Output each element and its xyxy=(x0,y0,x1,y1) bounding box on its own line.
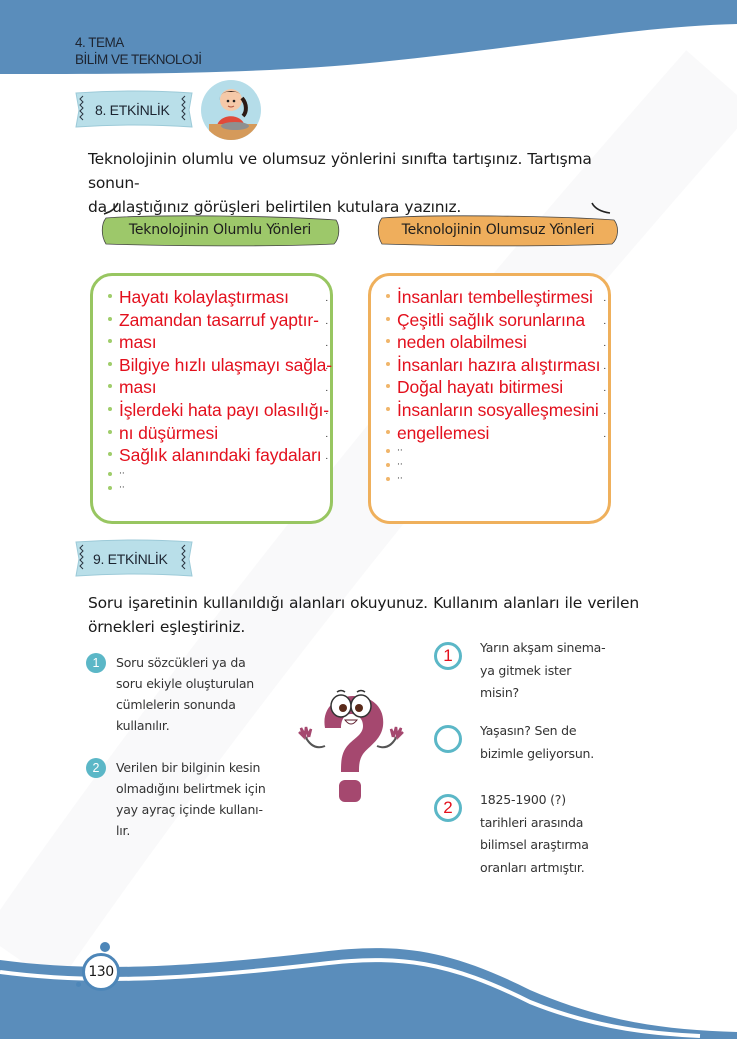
answer-line: İnsanları hazıra alıştırması . xyxy=(385,354,596,377)
usage-line: cümlelerin sonunda xyxy=(116,697,236,712)
example-line: oranları artmıştır. xyxy=(480,859,585,875)
example-line: tarihleri arasında xyxy=(480,814,584,830)
avatar xyxy=(201,80,261,140)
answer-line: İnsanların sosyalleşmesini . xyxy=(385,399,596,422)
decorative-dot-icon xyxy=(76,982,81,987)
answer-line: neden olabilmesi . xyxy=(385,331,596,354)
question-mark-mascot-icon xyxy=(295,680,407,815)
answer-line: Hayatı kolaylaştırması . xyxy=(107,286,318,309)
empty-answer-line[interactable]: ·· xyxy=(385,458,596,472)
instruction-line: Soru işaretinin kullanıldığı alanları okuyunuz. Kullanım alanları ile verilen xyxy=(88,594,639,612)
activity-9-label: 9. ETKİNLİK xyxy=(93,551,168,567)
example-item-2 xyxy=(434,725,624,765)
answer-line: Bilgiye hızlı ulaşmayı sağla- . xyxy=(107,354,318,377)
usage-line: Verilen bir bilginin kesin xyxy=(116,760,261,775)
example-line: bizimle geliyorsun. xyxy=(480,745,595,761)
instruction-line: örnekleri eşleştiriniz. xyxy=(88,618,246,636)
example-line: bilimsel araştırma xyxy=(480,837,589,852)
usage-item-2 xyxy=(86,757,296,841)
example-text xyxy=(480,637,605,705)
answer-line: Çeşitli sağlık sorunlarına . xyxy=(385,309,596,332)
page-number-badge xyxy=(82,953,120,991)
activity-8-instruction xyxy=(88,147,648,219)
answer-line: nı düşürmesi . xyxy=(107,422,318,445)
usage-line: lır. xyxy=(116,823,131,838)
negative-answers-box[interactable] xyxy=(368,273,611,524)
answer-circle-input[interactable] xyxy=(434,725,462,753)
example-text xyxy=(480,720,594,765)
example-item-1 xyxy=(434,642,624,705)
positive-aspects-label: Teknolojinin Olumlu Yönleri xyxy=(128,222,312,238)
answer-line: İnsanları tembelleştirmesi . xyxy=(385,286,596,309)
negative-answers-list xyxy=(385,286,601,486)
theme-title: BİLİM VE TEKNOLOJİ xyxy=(75,52,202,67)
example-line: Yarın akşam sinema- xyxy=(480,640,606,655)
positive-answers-list xyxy=(107,286,333,495)
activity-9-badge xyxy=(73,537,195,581)
usage-text xyxy=(116,757,266,841)
answer-line: Zamandan tasarruf yaptır- . xyxy=(107,309,318,332)
answer-circle-input[interactable]: 2 xyxy=(434,794,462,822)
pill-accent-curve-icon xyxy=(588,201,612,215)
answer-line: Sağlık alanındaki faydaları . xyxy=(107,444,318,467)
example-text xyxy=(480,789,589,879)
number-badge: 1 xyxy=(86,653,106,673)
activity-8-badge xyxy=(73,88,195,132)
usage-line: soru ekiyle oluşturulan xyxy=(116,676,255,691)
number-badge: 2 xyxy=(86,758,106,778)
answer-line: engellemesi . xyxy=(385,422,596,445)
bullet-icon xyxy=(386,477,390,481)
girl-writing-icon xyxy=(201,80,261,140)
answer-line: ması . xyxy=(107,331,318,354)
pill-accent-curve-icon xyxy=(104,201,128,215)
empty-answer-line[interactable]: ·· xyxy=(107,481,318,495)
usage-line: olmadığını belirtmek için xyxy=(116,781,266,796)
usage-item-1 xyxy=(86,652,296,736)
bullet-icon xyxy=(108,472,112,476)
bullet-icon xyxy=(386,449,390,453)
usage-text xyxy=(116,652,254,736)
usage-line: yay ayraç içinde kullanı- xyxy=(116,802,263,817)
bullet-icon xyxy=(108,486,112,490)
theme-header xyxy=(75,34,202,68)
answer-line: ması . xyxy=(107,376,318,399)
example-line: Yaşasın? Sen de xyxy=(480,723,577,738)
answer-line: İşlerdeki hata payı olasılığı- . xyxy=(107,399,318,422)
positive-aspects-title xyxy=(100,212,340,248)
answer-circle-input[interactable]: 1 xyxy=(434,642,462,670)
instruction-line: da ulaştığınız görüşleri belirtilen kutulara yazınız. xyxy=(88,198,462,216)
empty-answer-line[interactable]: ·· xyxy=(385,472,596,486)
positive-answers-box[interactable] xyxy=(90,273,333,524)
usage-line: Soru sözcükleri ya da xyxy=(116,655,246,670)
answer-line: Doğal hayatı bitirmesi . xyxy=(385,376,596,399)
page-number: 130 xyxy=(88,964,114,980)
theme-number: 4. TEMA xyxy=(75,35,124,50)
bullet-icon xyxy=(386,463,390,467)
example-item-3 xyxy=(434,794,624,879)
negative-aspects-label: Teknolojinin Olumsuz Yönleri xyxy=(401,222,595,238)
activity-9-instruction xyxy=(88,591,648,639)
usage-line: kullanılır. xyxy=(116,718,170,733)
example-line: 1825-1900 (?) xyxy=(480,792,566,807)
example-line: ya gitmek ister xyxy=(480,662,572,678)
negative-aspects-title xyxy=(376,212,620,248)
empty-answer-line[interactable]: ·· xyxy=(107,467,318,481)
example-line: misin? xyxy=(480,685,519,700)
activity-8-label: 8. ETKİNLİK xyxy=(95,102,170,118)
decorative-dot-icon xyxy=(100,942,110,952)
empty-answer-line[interactable]: ·· xyxy=(385,444,596,458)
instruction-line: Teknolojinin olumlu ve olumsuz yönlerini sınıfta tartışınız. Tartışma sonun- xyxy=(88,150,592,192)
